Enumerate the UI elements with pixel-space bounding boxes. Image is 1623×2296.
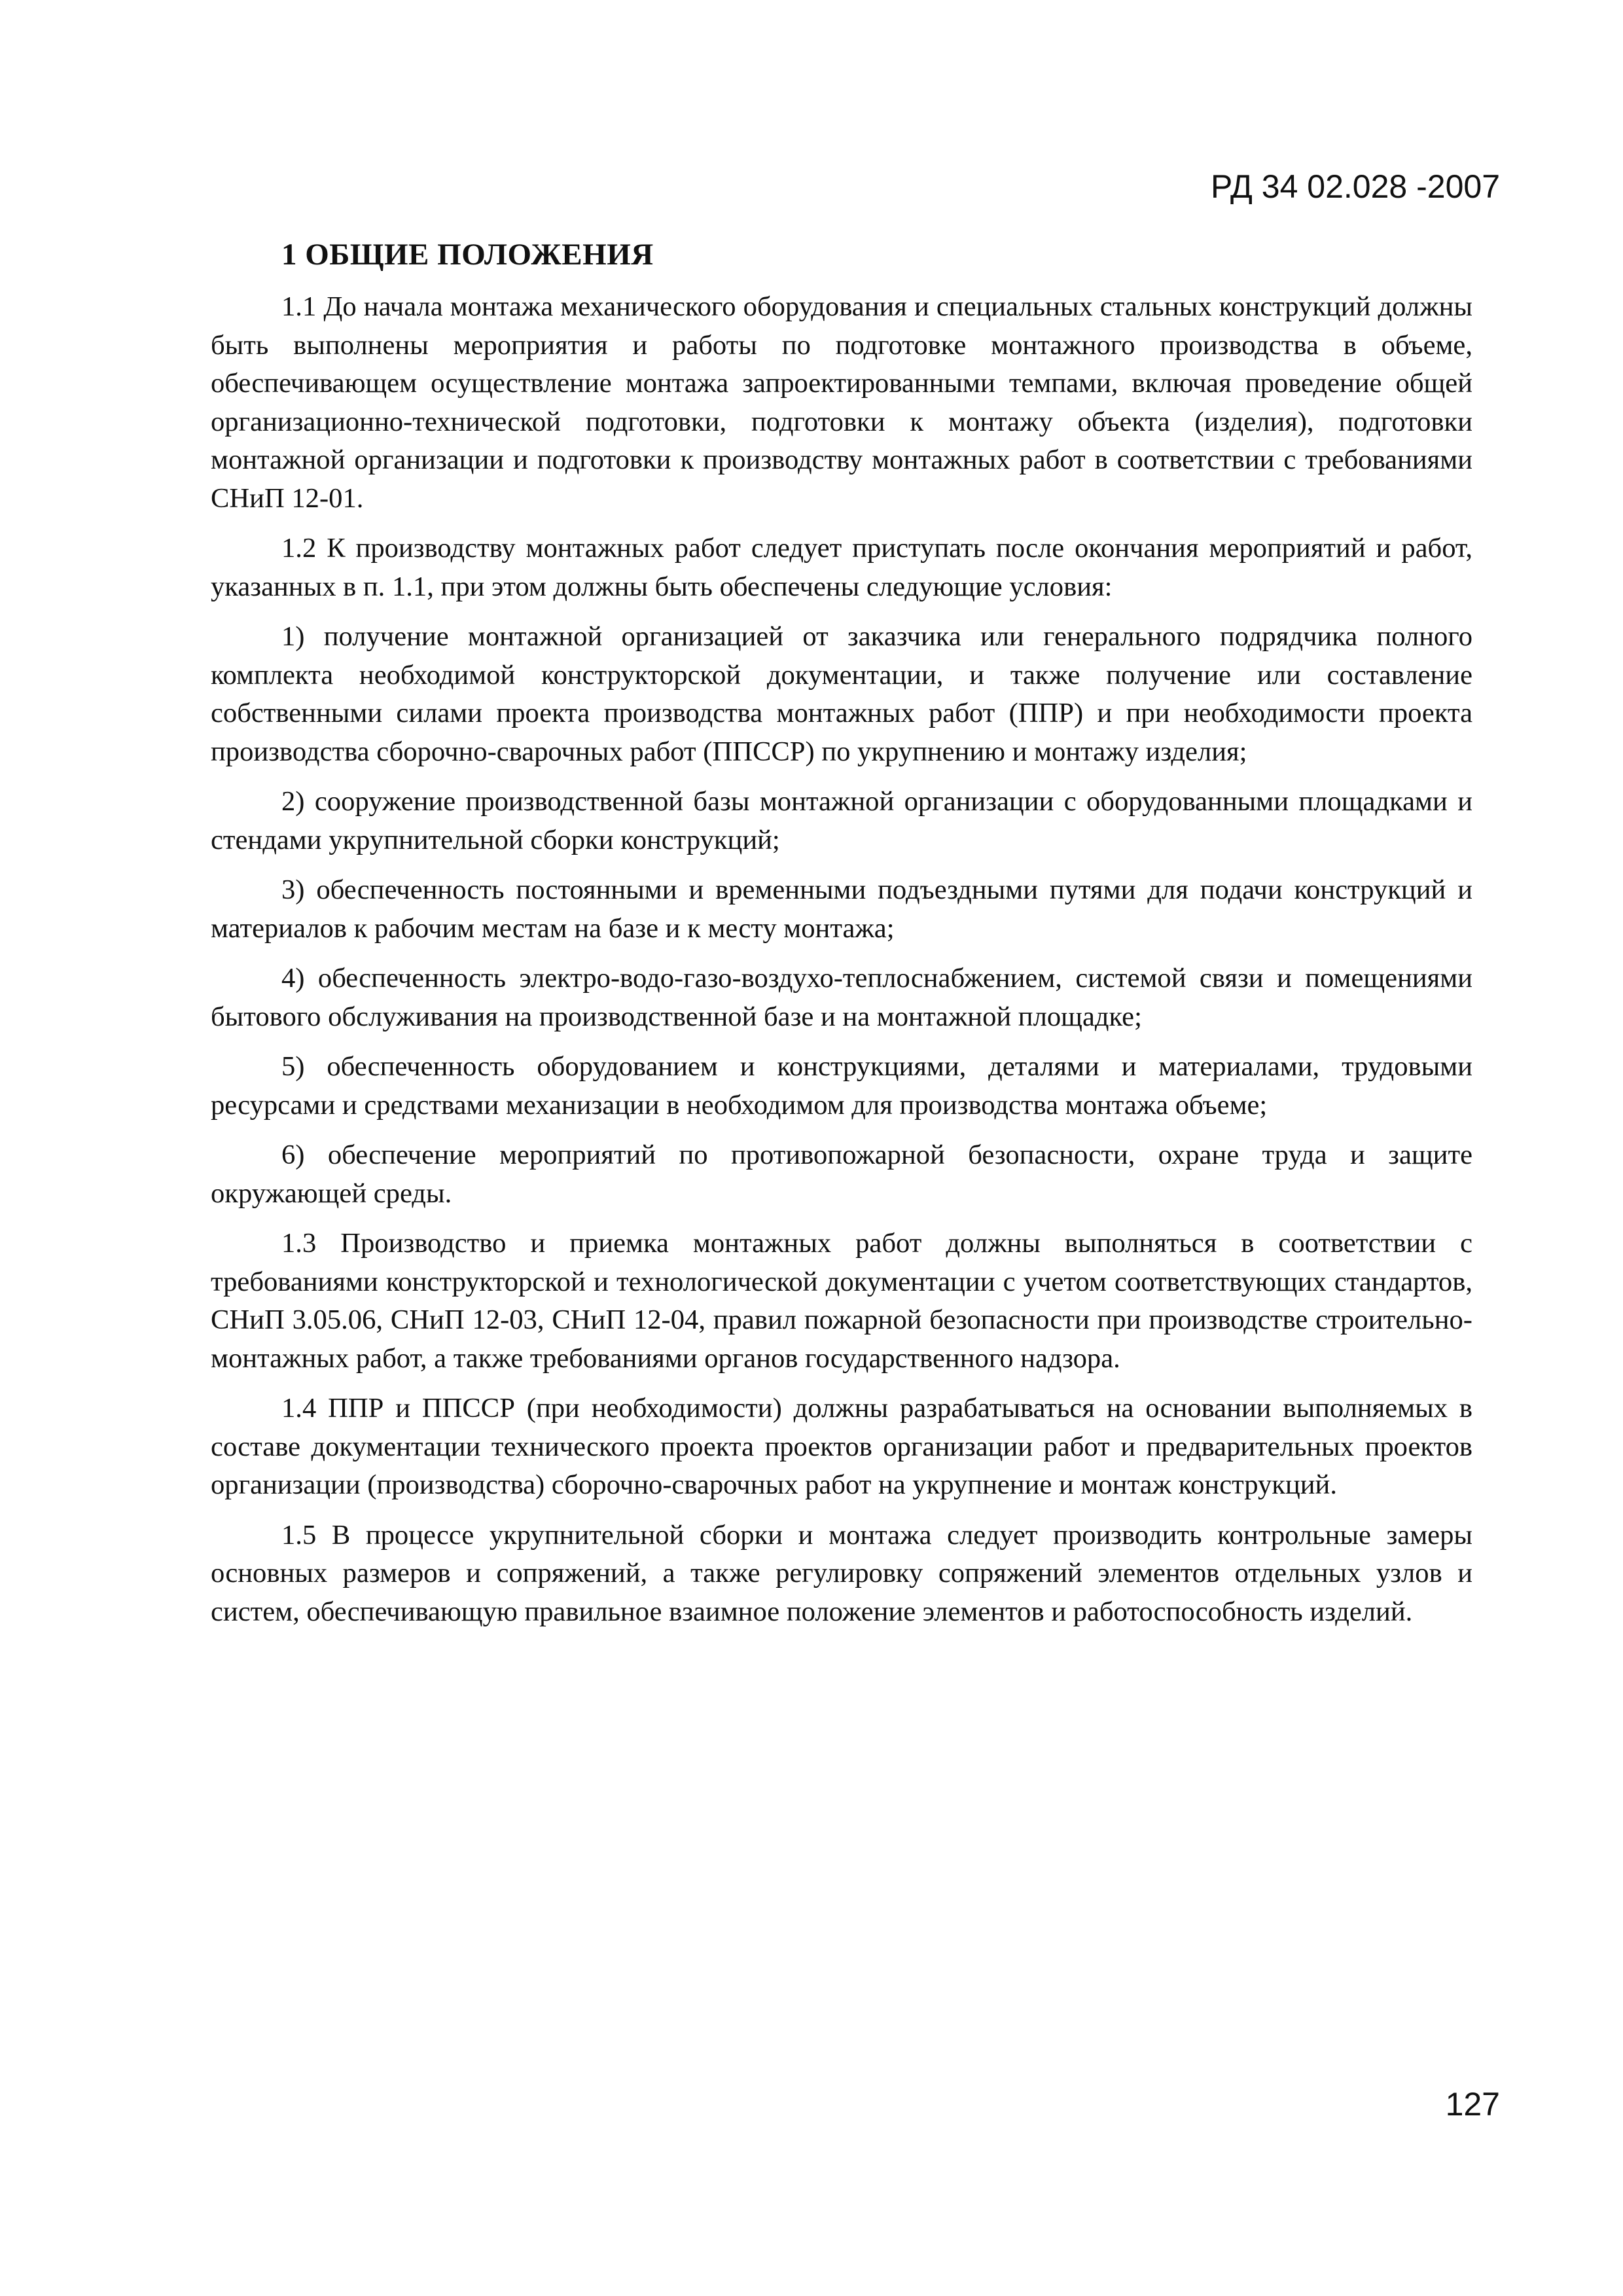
list-item-4: 4) обеспеченность электро-водо-газо-воздухо-теплоснабжением, системой связи и помещениями бытового обслуживания на производственной базе и на монтажной площадке; [211,963,1472,1032]
list-item-5: 5) обеспеченность оборудованием и конструкциями, деталями и материалами, трудовыми ресурсами и средствами механизации в необходимом для производства монтажа объеме; [211,1051,1472,1121]
section-body [211,236,1472,1643]
paragraph-1-5: 1.5 В процессе укрупнительной сборки и монтажа следует производить контрольные замеры основных размеров и сопряжений, а также регулировку сопряжений элементов отдельных узлов и систем, обеспечивающую правильное взаимное положение элементов и работоспособность изделий. [211,1519,1472,1627]
section-title: 1 ОБЩИЕ ПОЛОЖЕНИЯ [281,238,654,272]
list-item-3: 3) обеспеченность постоянными и временными подъездными путями для подачи конструкций и материалов к рабочим местам на базе и к месту монтажа; [211,874,1472,944]
paragraph-1-4: 1.4 ППР и ППССР (при необходимости) должны разрабатываться на основании выполняемых в составе документации технического проекта проектов организации работ и предварительных проектов организации (производства) сборочно-сварочных работ на укрупнение и монтаж конструкций. [211,1393,1472,1500]
paragraph-1-1: 1.1 До начала монтажа механического оборудования и специальных стальных конструкций должны быть выполнены мероприятия и работы по подготовке монтажного производства в объеме, обеспечивающем осуществление монтажа запроектированными темпами, включая проведение общей организационно-технической подготовки, подготовки к монтажу объекта (изделия), подготовки монтажной организации и подготовки к производству монтажных работ в соответствии с требованиями СНиП 12-01. [211,291,1472,514]
list-item-1: 1) получение монтажной организацией от заказчика или генерального подрядчика полного комплекта необходимой конструкторской документации, и также получение или составление собственными силами проекта производства монтажных работ (ППР) и при необходимости проекта производства сборочно-сварочных работ (ППССР) по укрупнению и монтажу изделия; [211,621,1472,767]
paragraph-1-2: 1.2 К производству монтажных работ следует приступать после окончания мероприятий и работ, указанных в п. 1.1, при этом должны быть обеспечены следующие условия: [211,533,1472,602]
document-code: РД 34 02.028 -2007 [1211,168,1500,205]
list-item-6: 6) обеспечение мероприятий по противопожарной безопасности, охране труда и защите окружающей среды. [211,1139,1472,1209]
paragraph-1-3: 1.3 Производство и приемка монтажных работ должны выполняться в соответствии с требованиями конструкторской и технологической документации с учетом соответствующих стандартов, СНиП 3.05.06, СНиП 12-03, СНиП 12-04, правил пожарной безопасности при производстве строительно-монтажных работ, а также требованиями органов государственного надзора. [211,1228,1472,1374]
list-item-2: 2) сооружение производственной базы монтажной организации с оборудованными площадками и стендами укрупнительной сборки конструкций; [211,786,1472,855]
page-number: 127 [1445,2086,1500,2123]
